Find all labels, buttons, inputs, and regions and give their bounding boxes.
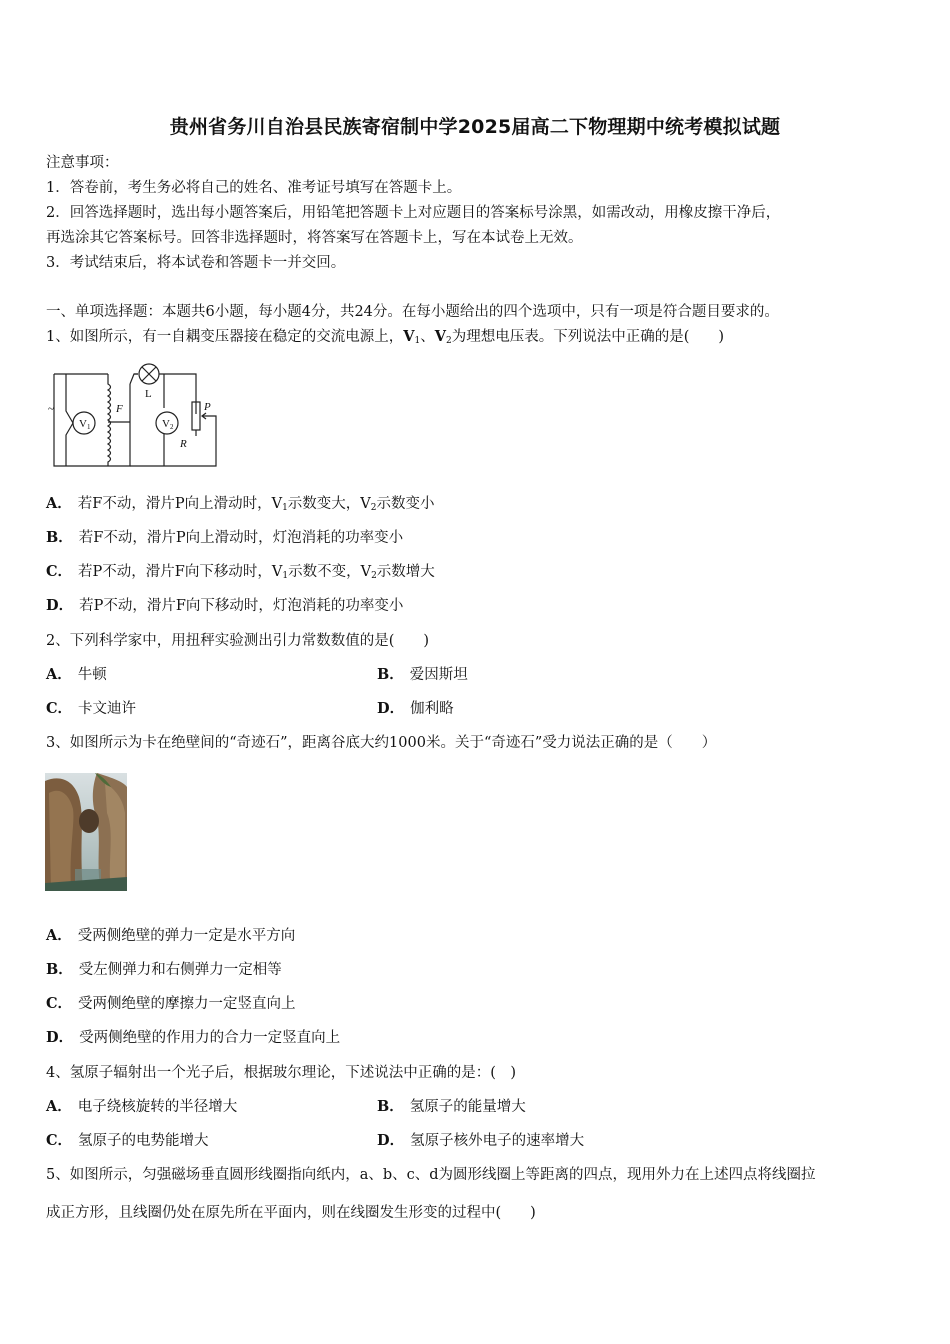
q3-option-a[interactable]: A． 受两侧绝壁的弹力一定是水平方向 — [46, 927, 296, 944]
notice-item-2: 2．回答选择题时，选出每小题答案后，用铅笔把答题卡上对应题目的答案标号涂黑，如需改动，用橡皮擦干净后， — [46, 205, 781, 221]
q2-option-b[interactable]: B． 爱因斯坦 — [377, 666, 468, 683]
q5-stem-line1: 5、如图所示，匀强磁场垂直圆形线圈指向纸内，a、b、c、d为圆形线圈上等距离的四点，现用外力在上述四点将线圈拉 — [46, 1167, 816, 1183]
q4-option-a[interactable]: A． 电子绕核旋转的半径增大 — [46, 1098, 238, 1115]
source-tilde: ~ — [48, 403, 54, 415]
label-F: F — [116, 403, 123, 415]
page-title: 贵州省务川自治县民族寄宿制中学2025届高二下物理期中统考模拟试题 — [169, 116, 781, 138]
svg-text:V: V — [79, 418, 87, 430]
q4-stem: 4、氢原子辐射出一个光子后，根据玻尔理论，下述说法中正确的是：( ) — [46, 1065, 517, 1081]
q4-option-d[interactable]: D． 氢原子核外电子的速率增大 — [377, 1132, 585, 1149]
miracle-rock-photo — [45, 773, 127, 891]
label-L: L — [145, 388, 152, 400]
q4-option-c[interactable]: C． 氢原子的电势能增大 — [46, 1132, 209, 1149]
notice-heading: 注意事项： — [46, 155, 119, 171]
q5-stem-line2: 成正方形，且线圈仍处在原先所在平面内，则在线圈发生形变的过程中( ) — [46, 1205, 536, 1221]
q1-option-c[interactable]: C． 若P不动，滑片F向下移动时，$V_1$示数不变，$V_2$示数增大 — [46, 563, 435, 581]
q1-stem: 1、如图所示，有一自耦变压器接在稳定的交流电源上，$V_1$、$V_2$为理想电压表。下列说法中正确的是( ) — [46, 328, 725, 346]
notice-item-2-cont: 再选涂其它答案标号。回答非选择题时，将答案写在答题卡上，写在本试卷上无效。 — [46, 230, 583, 246]
notice-item-1: 1．答卷前，考生务必将自己的姓名、准考证号填写在答题卡上。 — [46, 180, 462, 196]
q3-stem: 3、如图所示为卡在绝壁间的“奇迹石”，距离谷底大约1000米。关于“奇迹石”受力说法正确的是（ ） — [46, 735, 717, 751]
q1-option-b[interactable]: B． 若F不动，滑片P向上滑动时，灯泡消耗的功率变小 — [46, 529, 404, 546]
q3-option-c[interactable]: C． 受两侧绝壁的摩擦力一定竖直向上 — [46, 995, 296, 1012]
label-R: R — [180, 438, 187, 450]
svg-text:2: 2 — [170, 423, 174, 431]
q2-stem: 2、下列科学家中，用扭秤实验测出引力常数数值的是( ) — [46, 633, 430, 649]
q2-option-a[interactable]: A． 牛顿 — [46, 666, 107, 683]
q4-option-b[interactable]: B． 氢原子的能量增大 — [377, 1098, 526, 1115]
section-heading: 一、单项选择题：本题共6小题，每小题4分，共24分。在每小题给出的四个选项中，只有一项是符合题目要求的。 — [46, 304, 779, 320]
svg-text:V: V — [162, 418, 170, 430]
q2-option-c[interactable]: C． 卡文迪许 — [46, 700, 137, 717]
q1-option-d[interactable]: D． 若P不动，滑片F向下移动时，灯泡消耗的功率变小 — [46, 597, 404, 614]
q1-option-a[interactable]: A． 若F不动，滑片P向上滑动时，$V_1$示数变大，$V_2$示数变小 — [46, 495, 435, 513]
autotransformer-circuit-diagram — [46, 356, 218, 472]
label-P: P — [204, 401, 211, 413]
notice-item-3: 3．考试结束后，将本试卷和答题卡一并交回。 — [46, 255, 346, 271]
q3-option-b[interactable]: B． 受左侧弹力和右侧弹力一定相等 — [46, 961, 282, 978]
q3-option-d[interactable]: D． 受两侧绝壁的作用力的合力一定竖直向上 — [46, 1029, 341, 1046]
svg-text:1: 1 — [87, 423, 91, 431]
q2-option-d[interactable]: D． 伽利略 — [377, 700, 454, 717]
